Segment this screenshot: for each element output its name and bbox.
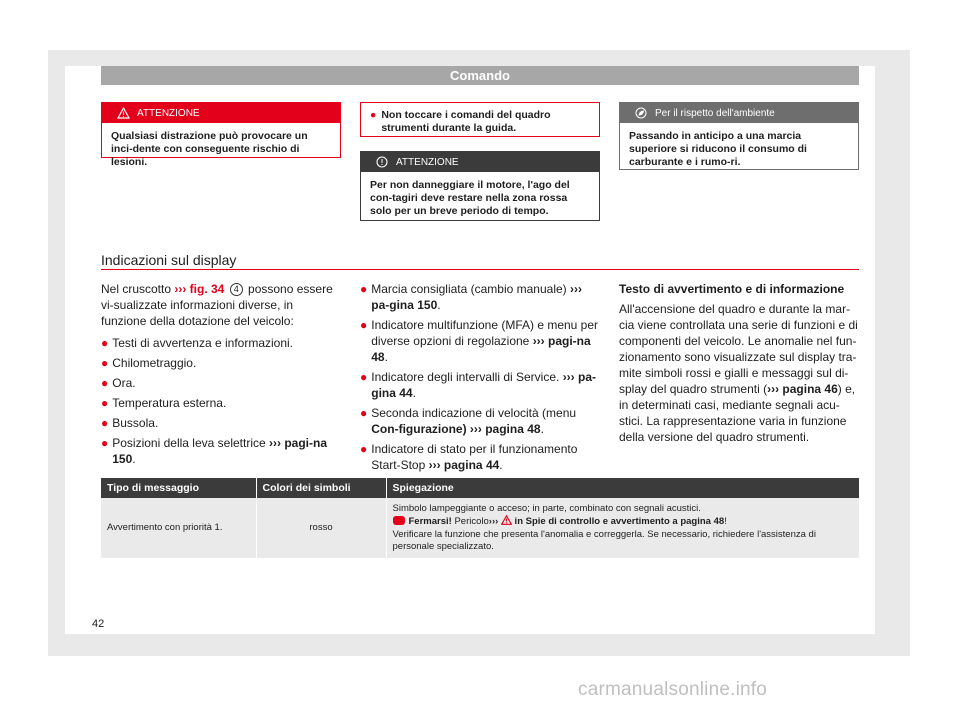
table-header-row <box>101 478 859 498</box>
section-title: Indicazioni sul display <box>101 252 237 268</box>
column-2 <box>360 281 600 477</box>
list-item-text: Chilometraggio. <box>112 356 197 370</box>
list-item-text-end: . <box>499 458 503 472</box>
list-item-text: Indicatore degli intervalli di Service. <box>371 370 563 384</box>
explanation-line-3: Verificare la funzione che presenta l'anomalia e correggerla. Se necessario, richiedere l'assistenza di personale specializzato. <box>392 529 816 552</box>
table-row <box>101 498 859 558</box>
page-ref-link[interactable]: ››› pagi-na 48 <box>371 334 591 364</box>
list-item-text: Ora. <box>112 376 136 390</box>
table-cell-type: Avvertimento con priorità 1. <box>101 498 256 558</box>
bullet-box <box>360 102 600 137</box>
list-item: ● Seconda indicazione di velocità (menu Con-figurazione) ››› pagina 48. <box>360 406 577 436</box>
environment-box <box>619 102 859 170</box>
watermark: carmanualsonline.info <box>578 679 768 700</box>
list-item-text-end: . <box>540 422 544 436</box>
table-cell-color: rosso <box>256 498 386 558</box>
list-item-text: Indicatore multifunzione (MFA) e menu per diverse opzioni di regolazione <box>371 318 599 348</box>
col3-title: Testo di avvertimento e di informazione <box>619 282 845 296</box>
warning-triangle-icon <box>116 107 130 119</box>
page-ref-link[interactable]: ››› pagina 46 <box>767 382 838 396</box>
environment-body: Passando in anticipo a una marcia superiore si riducono il consumo di carburante e i rumo-ri. <box>629 130 807 168</box>
col1-intro-text-b: possono essere vi-sualizzate informazioni diverse, in funzione della dotazione del veicolo: <box>101 282 333 328</box>
environment-head-label: Per il rispetto dell'ambiente <box>655 107 775 119</box>
attention-head-label-2: ATTENZIONE <box>396 156 459 168</box>
bullet-dot: ● <box>370 109 377 121</box>
explanation-line-1: Simbolo lampeggiante o acceso; in parte, combinato con segnali acustici. <box>392 503 701 514</box>
list-item-text: Testi di avvertenza e informazioni. <box>112 336 293 350</box>
list-item: ● Testi di avvertenza e informazioni. <box>101 336 293 350</box>
fig-34-link[interactable]: ››› fig. 34 <box>174 282 225 296</box>
col1-intro-text-a: Nel cruscotto <box>101 282 175 296</box>
info-circle-icon <box>375 156 389 168</box>
list-item-text: Posizioni della leva selettrice <box>112 436 269 450</box>
attention-box-1 <box>101 102 341 168</box>
page-header: Comando <box>101 66 859 85</box>
danger-ref-link[interactable]: ››› <box>488 516 501 527</box>
message-table <box>101 478 859 558</box>
list-item-text: Seconda indicazione di velocità (menu <box>371 406 577 420</box>
col1-intro <box>101 281 341 329</box>
list-item: ● Bussola. <box>101 416 159 430</box>
section-divider <box>101 269 859 270</box>
list-item-text: Temperatura esterna. <box>112 396 227 410</box>
table-header: Spiegazione <box>386 478 859 498</box>
danger-ref-text: in Spie di controllo e avvertimento a pagina 48 <box>511 516 725 527</box>
attention-body-2: Per non danneggiare il motore, l'ago del con-tagiri deve restare nella zona rossa solo per un breve periodo di tempo. <box>370 179 570 217</box>
bullet-row <box>361 103 599 143</box>
list-item-text: Indicatore di stato per il funzionamento Start-Stop <box>371 442 578 472</box>
environment-leaf-icon <box>634 107 648 119</box>
list-item: ● Marcia consigliata (cambio manuale) ››› pa-gina 150. <box>360 282 582 312</box>
warning-triangle-icon <box>501 515 512 529</box>
list-item-text-end: . <box>132 452 136 466</box>
list-item: ● Indicatore di stato per il funzionamento Start-Stop ››› pagina 44. <box>360 442 578 472</box>
danger-text: Pericolo <box>451 516 489 527</box>
page-ref-link[interactable]: ››› pa-gina 44 <box>371 370 597 400</box>
attention-head-2 <box>361 152 599 172</box>
column-3 <box>619 281 859 451</box>
callout-number: 4 <box>230 283 243 296</box>
list-item: ● Ora. <box>101 376 136 390</box>
bullet-text: Non toccare i comandi del quadro strumenti durante la guida. <box>381 109 551 134</box>
list-item-text: Bussola. <box>112 416 159 430</box>
list-item: ● Posizioni della leva selettrice ››› pagi-na 150. <box>101 436 327 466</box>
explanation-line-2 <box>393 515 854 529</box>
list-item: ● Indicatore multifunzione (MFA) e menu per diverse opzioni di regolazione ››› pagi-na 48. <box>360 318 599 364</box>
attention-head-label-1: ATTENZIONE <box>137 107 200 119</box>
list-item-text: Marcia consigliata (cambio manuale) <box>371 282 570 296</box>
list-item-text-end: . <box>384 350 388 364</box>
page-ref-link[interactable]: Con-figurazione) ››› pagina 48 <box>371 422 541 436</box>
list-item-text-end: . <box>437 298 441 312</box>
danger-end: ! <box>724 516 727 527</box>
page-ref-link[interactable]: ››› pagi-na 150 <box>112 436 327 466</box>
column-1 <box>101 281 341 471</box>
attention-box-2 <box>360 151 600 221</box>
list-item-text-end: . <box>412 386 416 400</box>
list-item: ● Indicatore degli intervalli di Service. ››› pa-gina 44. <box>360 370 597 400</box>
page-ref-link[interactable]: ››› pa-gina 150 <box>371 282 582 312</box>
environment-head <box>620 103 858 123</box>
stop-icon <box>393 516 405 525</box>
attention-body-1: Qualsiasi distrazione può provocare un inci-dente con conseguente rischio di lesioni. <box>111 130 308 168</box>
col3-text-a: All'accensione del quadro e durante la mar-cia viene controllata una serie di funzioni e di componenti del veicolo. Le anomalie nel fun-zionamento sono visualizzate sul display tra-mite simboli rossi e gialli e messaggi sul di-splay del quadro strumenti ( <box>619 302 858 396</box>
page-ref-link[interactable]: ››› pagina 44 <box>428 458 500 472</box>
stop-label: Fermarsi! <box>408 516 452 527</box>
table-cell-explanation <box>386 498 859 558</box>
col3-text-b: ) e, in determinati casi, mediante segnali acu-stici. La rappresentazione varia in funzione della versione del quadro strumenti. <box>619 382 856 444</box>
list-item: ● Chilometraggio. <box>101 356 197 370</box>
table-header: Colori dei simboli <box>256 478 386 498</box>
table-header: Tipo di messaggio <box>101 478 256 498</box>
page-number: 42 <box>92 618 105 630</box>
col3-paragraph <box>619 301 859 445</box>
attention-head-1 <box>102 103 340 123</box>
list-item: ● Temperatura esterna. <box>101 396 227 410</box>
